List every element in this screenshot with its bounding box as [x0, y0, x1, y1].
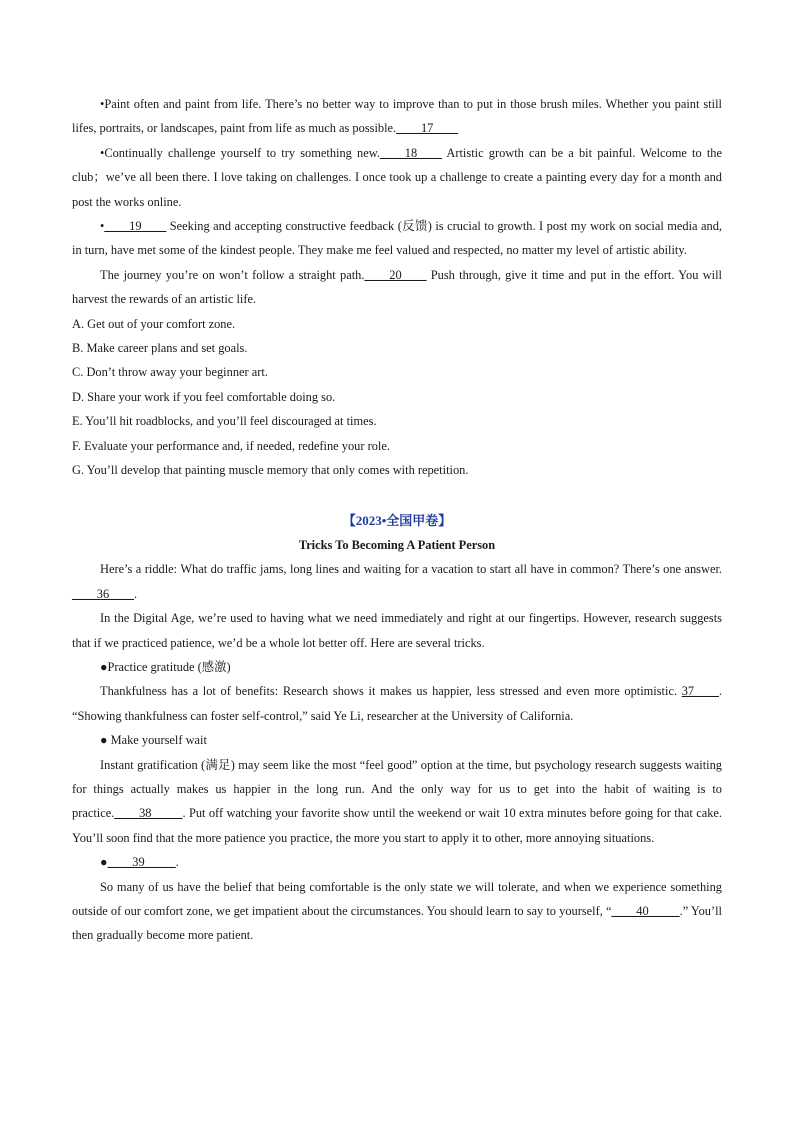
blank-20[interactable]: ____20____	[364, 267, 427, 282]
blank-18[interactable]: ____18____	[379, 145, 442, 160]
option-b: B. Make career plans and set goals.	[72, 341, 248, 356]
paragraph-text: Here’s a riddle: What do traffic jams, long lines and waiting for a vacation to start all have in common? There’s one answer.	[100, 562, 722, 577]
option-c: C. Don’t throw away your beginner art.	[72, 365, 268, 380]
heading-blank-39	[72, 850, 722, 874]
blank-37[interactable]: 37____	[681, 684, 719, 699]
paragraph-text: •Paint often and paint from life. There’s no better way to improve than to put in those brush miles. Whether you paint still lifes, portraits, or landscapes, paint from life as much as possible.	[72, 97, 722, 136]
paragraph-text: Seeking and accepting constructive feedback (反馈) is crucial to growth. I post my work on social media and, in turn, have met some of the kindest people. They make me feel valued and respected, no matter my level of artistic ability.	[72, 219, 722, 258]
paragraph-riddle	[72, 557, 722, 606]
spacer	[72, 483, 722, 509]
option-g: G. You’ll develop that painting muscle memory that only comes with repetition.	[72, 463, 469, 478]
paragraph-text: Instant gratification (满足) may seem like the most “feel good” option at the time, but psychology research suggests waiting for things actually makes us happier in the long run. And the only way for us to get into the habit of waiting is to practice.	[72, 757, 722, 821]
document-page	[72, 92, 722, 948]
paragraph-text: •Continually challenge yourself to try something new.	[100, 145, 380, 160]
paragraph-text: .” You’ll then gradually become more patient.	[72, 904, 723, 943]
paragraph-paint-from-life	[72, 92, 722, 141]
option-d: D. Share your work if you feel comfortable doing so.	[72, 389, 336, 404]
paragraph-text: Push through, give it time and put in the effort. You will harvest the rewards of an artistic life.	[72, 267, 722, 307]
paragraph-thankfulness	[72, 679, 722, 728]
option-f: F. Evaluate your performance and, if needed, redefine your role.	[72, 438, 390, 453]
section-title: 【2023•全国甲卷】	[342, 512, 452, 528]
paragraph-instant-gratification	[72, 753, 722, 851]
blank-40[interactable]: ____40_____	[611, 904, 680, 918]
blank-19[interactable]: ____19____	[104, 219, 167, 234]
heading-practice-gratitude: ●Practice gratitude (感激)	[100, 659, 231, 674]
paragraph-comfort	[72, 875, 722, 948]
blank-17[interactable]: ____17____	[396, 121, 459, 136]
article-title: Tricks To Becoming A Patient Person	[298, 537, 496, 552]
paragraph-text: So many of us have the belief that being comfortable is the only state we will tolerate, and when we experience something outside of our comfort zone, we get impatient about the circumstances. You should learn to say to yourself, “	[72, 879, 722, 918]
blank-39[interactable]: ____39_____	[107, 855, 176, 870]
paragraph-challenge	[72, 141, 722, 214]
blank-36[interactable]: ____36____	[72, 586, 134, 601]
paragraph-text: Artistic growth can be a bit painful. Welcome to the club；we’ve all been there. I love taking on challenges. I once took up a challenge to create a painting every day for a month and post the works online.	[72, 145, 722, 209]
option-a: A. Get out of your comfort zone.	[72, 316, 236, 331]
paragraph-text: .	[175, 855, 179, 870]
paragraph-text: Thankfulness has a lot of benefits: Research shows it makes us happier, less stressed and even more optimistic.	[100, 684, 678, 699]
heading-make-yourself-wait: ● Make yourself wait	[100, 733, 207, 748]
paragraph-text: .	[133, 586, 138, 601]
paragraph-digital-age: In the Digital Age, we’re used to having what we need immediately and right at our fingertips. However, research suggests that if we practiced patience, we’d be a whole lot better off. Here are several tricks.	[72, 611, 722, 650]
paragraph-journey	[72, 263, 722, 312]
paragraph-text: . “Showing thankfulness can foster self-control,” said Ye Li, researcher at the University of California.	[72, 684, 722, 723]
paragraph-text: . Put off watching your favorite show until the weekend or wait 10 extra minutes before going for that cake. You’ll soon find that the more patience you practice, the more you start to apply it to other, more annoying situations.	[72, 806, 722, 845]
paragraph-feedback	[72, 214, 722, 263]
paragraph-text: The journey you’re on won’t follow a straight path.	[100, 267, 365, 282]
bullet-mark: •	[100, 219, 105, 234]
blank-38[interactable]: ____38_____	[114, 806, 183, 821]
bullet-mark: ●	[100, 855, 108, 870]
option-e: E. You’ll hit roadblocks, and you’ll feel discouraged at times.	[72, 414, 377, 429]
